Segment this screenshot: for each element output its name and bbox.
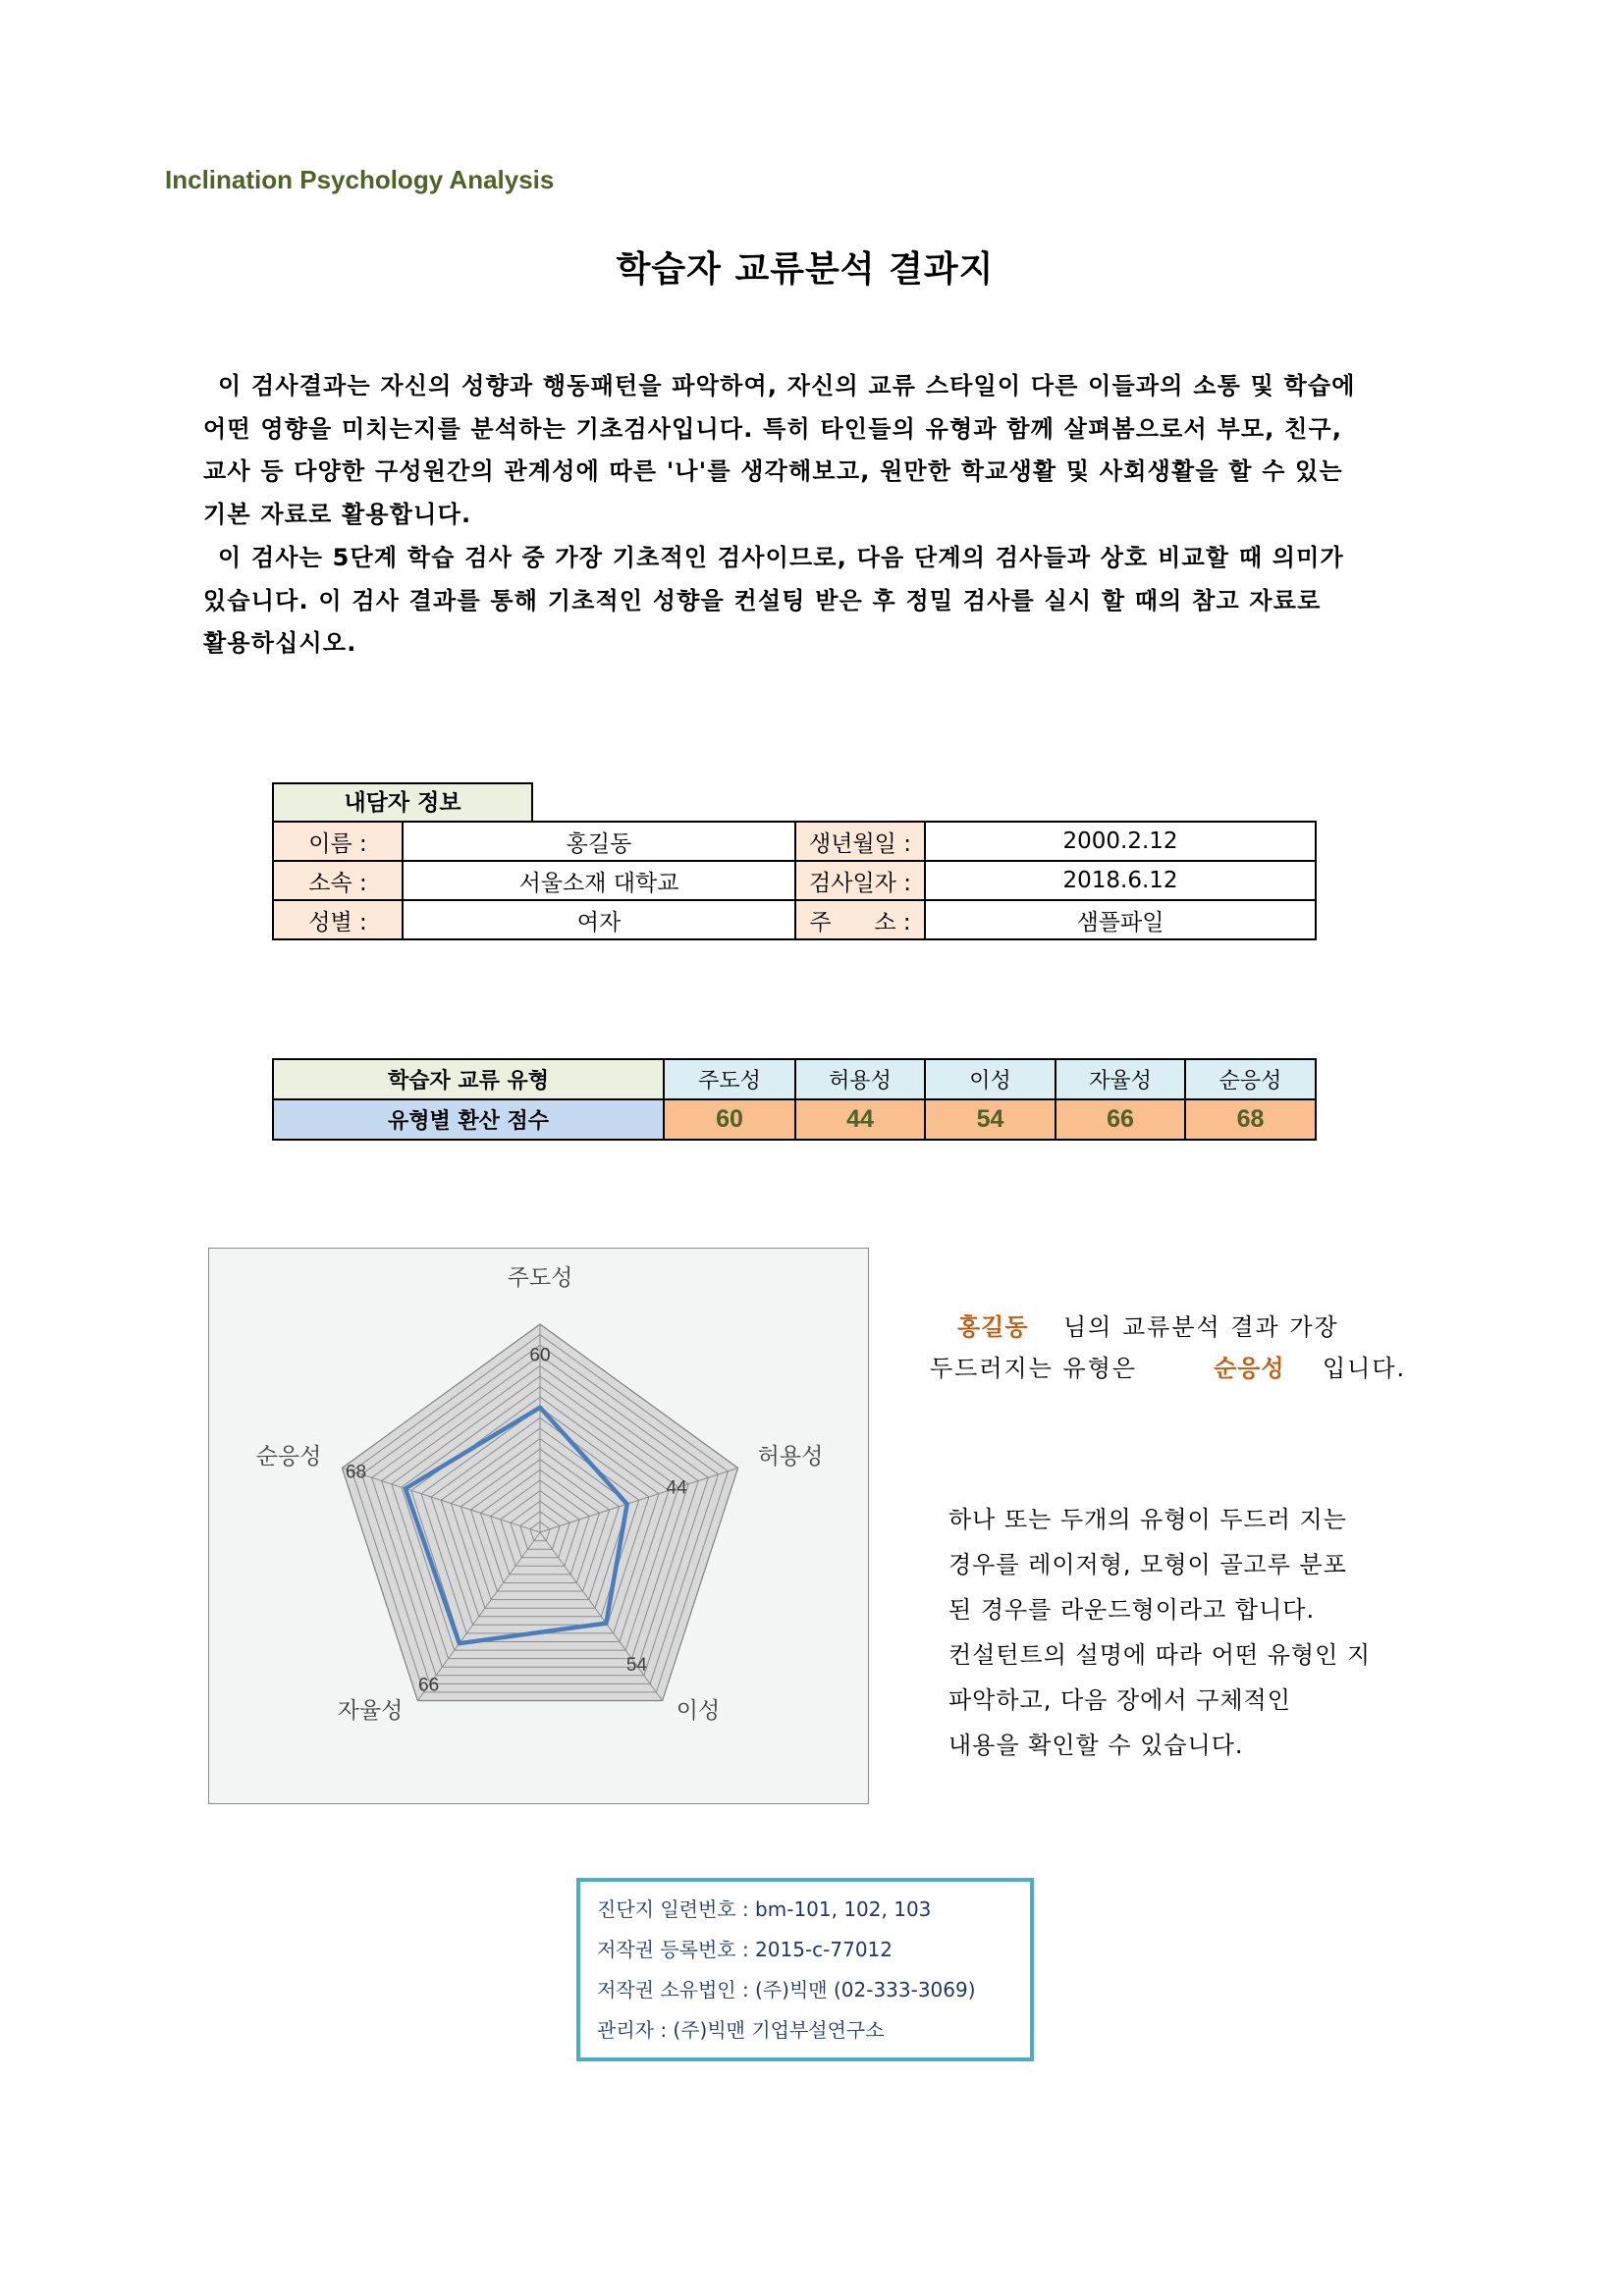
table-row [273, 900, 1316, 939]
radar-category-label: 순응성 [255, 1444, 322, 1469]
table-row [273, 822, 1316, 861]
type-score-table [272, 1058, 1317, 1141]
score-cell: 66 [1056, 1099, 1185, 1140]
radar-chart [208, 1248, 869, 1804]
intro-line: 이 검사결과는 자신의 성향과 행동패턴을 파악하여, 자신의 교류 스타일이 다른 이들과의 소통 및 학습에 [218, 372, 1356, 400]
radar-data-label: 66 [418, 1675, 440, 1696]
copyright-info-box [576, 1878, 1034, 2061]
birthdate-value: 2000.2.12 [925, 822, 1316, 861]
explanation-line: 경우를 레이저형, 모형이 골고루 분포 [948, 1551, 1347, 1578]
explanation-line: 파악하고, 다음 장에서 구체적인 [948, 1686, 1291, 1714]
result-dominant-type: 순응성 [1214, 1355, 1285, 1382]
explanation-line: 내용을 확인할 수 있습니다. [948, 1732, 1244, 1759]
client-info-heading: 내담자 정보 [272, 782, 533, 823]
result-line2-suffix: 입니다. [1323, 1355, 1407, 1382]
page-title: 학습자 교류분석 결과지 [616, 249, 995, 290]
radar-data-label: 60 [529, 1345, 551, 1366]
type-header-label: 학습자 교류 유형 [273, 1059, 664, 1099]
result-line2-prefix: 두드러지는 유형은 [930, 1355, 1138, 1382]
table-row [273, 861, 1316, 900]
intro-line: 기본 자료로 활용합니다. [203, 501, 472, 529]
radar-chart-svg [209, 1249, 868, 1803]
brand-title: Inclination Psychology Analysis [165, 165, 555, 194]
address-label: 주 소 : [795, 900, 925, 939]
score-row-label: 유형별 환산 점수 [273, 1099, 664, 1140]
type-header-cell: 자율성 [1056, 1059, 1185, 1099]
result-client-name: 홍길동 [957, 1313, 1029, 1341]
affiliation-value: 서울소재 대학교 [403, 861, 795, 900]
manager-line: 관리자 : (주)빅맨 기업부설연구소 [597, 2018, 885, 2042]
intro-line: 있습니다. 이 검사 결과를 통해 기초적인 성향을 컨설팅 받은 후 정밀 검사를 실시 할 때의 참고 자료로 [203, 586, 1322, 614]
affiliation-label: 소속 : [273, 861, 403, 900]
explanation-line: 하나 또는 두개의 유형이 두드러 지는 [948, 1506, 1347, 1533]
type-header-cell: 허용성 [795, 1059, 925, 1099]
score-cell: 60 [664, 1099, 795, 1140]
radar-category-label: 이성 [676, 1698, 721, 1724]
explanation-line: 컨설턴트의 설명에 따라 어떤 유형인 지 [948, 1641, 1372, 1669]
birthdate-label: 생년월일 : [795, 822, 925, 861]
copyright-registration-line: 저작권 등록번호 : 2015-c-77012 [597, 1938, 893, 1961]
explanation-paragraph [948, 1497, 1371, 1768]
test-date-value: 2018.6.12 [925, 861, 1316, 900]
result-line1-text: 님의 교류분석 결과 가장 [1063, 1313, 1339, 1341]
explanation-line: 된 경우를 라운드형이라고 합니다. [948, 1596, 1316, 1624]
intro-paragraph [203, 365, 1356, 666]
radar-category-label: 자율성 [337, 1698, 404, 1724]
gender-label: 성별 : [273, 900, 403, 939]
type-header-cell: 순응성 [1185, 1059, 1316, 1099]
radar-data-label: 54 [625, 1655, 647, 1676]
type-header-cell: 주도성 [664, 1059, 795, 1099]
name-value: 홍길동 [403, 822, 795, 861]
radar-data-label: 68 [345, 1462, 367, 1483]
score-cell: 68 [1185, 1099, 1316, 1140]
gender-value: 여자 [403, 900, 795, 939]
radar-data-label: 44 [666, 1477, 687, 1499]
intro-line: 교사 등 다양한 구성원간의 관계성에 따른 '나'를 생각해보고, 원만한 학교생활 및 사회생활을 할 수 있는 [203, 457, 1343, 486]
table-row [273, 1099, 1316, 1140]
client-info-table [272, 821, 1317, 940]
intro-line: 이 검사는 5단계 학습 검사 중 가장 기초적인 검사이므로, 다음 단계의 검사들과 상호 비교할 때 의미가 [218, 543, 1344, 571]
serial-number-line: 진단지 일련번호 : bm-101, 102, 103 [597, 1897, 932, 1921]
address-value: 샘플파일 [925, 900, 1316, 939]
radar-category-label: 허용성 [757, 1444, 824, 1469]
name-label: 이름 : [273, 822, 403, 861]
score-cell: 54 [925, 1099, 1056, 1140]
test-date-label: 검사일자 : [795, 861, 925, 900]
table-row [273, 1059, 1316, 1099]
copyright-owner-line: 저작권 소유법인 : (주)빅맨 (02-333-3069) [597, 1978, 976, 2002]
intro-line: 어떤 영향을 미치는지를 분석하는 기초검사입니다. 특히 타인들의 유형과 함께 살펴봄으로서 부모, 친구, [203, 414, 1343, 443]
type-header-cell: 이성 [925, 1059, 1056, 1099]
intro-line: 활용하십시오. [203, 629, 357, 658]
score-cell: 44 [795, 1099, 925, 1140]
radar-category-label: 주도성 [507, 1265, 573, 1291]
